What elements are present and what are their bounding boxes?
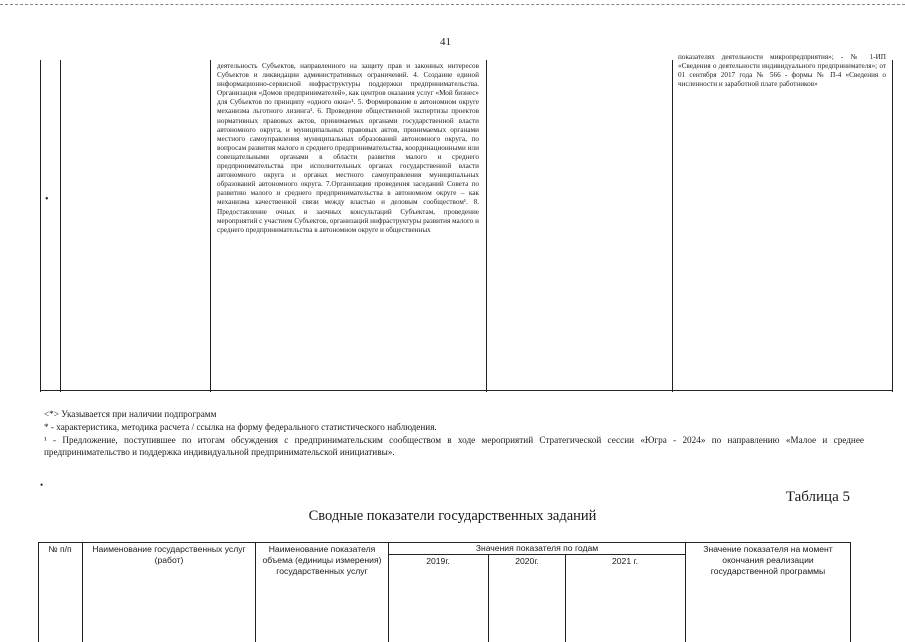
years-group-line bbox=[388, 554, 685, 555]
header-year-2019: 2019г. bbox=[426, 556, 450, 566]
table-divider bbox=[388, 542, 389, 642]
table-divider bbox=[672, 60, 673, 392]
table-divider bbox=[685, 542, 686, 642]
header-year-2020: 2020г. bbox=[515, 556, 539, 566]
table-divider bbox=[60, 60, 61, 392]
bullet-mark: • bbox=[45, 194, 49, 205]
table-border-left bbox=[38, 542, 39, 642]
table-title: Сводные показатели государственных заданий bbox=[308, 508, 597, 524]
table-bottom-border bbox=[40, 390, 892, 391]
table-divider bbox=[565, 554, 566, 642]
table-divider bbox=[486, 60, 487, 392]
table-border-right bbox=[892, 60, 893, 392]
footnote-subprograms: <*> Указывается при наличии подпрограмм bbox=[44, 409, 217, 419]
table-border-right bbox=[850, 542, 851, 642]
header-no: № п/п bbox=[48, 544, 72, 554]
measures-cell: деятельность Субъектов, направленного на защиту прав и законных интересов Субъектов и ликвидации административных ограничений. 4. Создание единой информационно-сервисной инфраструктуры поддержки предпринимательства. Организация «Домов предпринимателей», как центров оказания услуг «Мой бизнес» для Субъектов по принципу «одного окна»¹. 5. Формирование в автономном округе механизма льготного лизинга¹. 6. Проведение общественной экспертизы проектов нормативных правовых актов, принимаемых органами государственной власти автономного округа, и муниципальных правовых актов, принимаемых органами местного самоуправления муниципальных образований автономного округа, по вопросам развития малого и среднего предпринимательства, координационными или совещательными органами в области развития малого и среднего предпринимательства при исполнительных органах государственной власти автономного округа и органах местного самоуправления муниципальных образований автономного округа. 7.Организация проведения заседаний Совета по развитию малого и среднего предпринимательства в автономном округе – как механизма качественной связи между властью и деловым сообществом¹. 8. Предоставление очных и заочных консультаций Субъектам, проведение мероприятий с участием Субъектов, организаций инфраструктуры развития малого и среднего предпринимательства в автономном округе и общественных bbox=[217, 62, 479, 234]
table-divider bbox=[210, 60, 211, 392]
page-number: 41 bbox=[440, 36, 451, 48]
scan-edge-line bbox=[0, 4, 905, 5]
header-year-2021: 2021 г. bbox=[612, 556, 638, 566]
header-values-group: Значения показателя по годам bbox=[475, 543, 599, 553]
header-final-value: Значение показателя на момент окончания реализации государственной программы bbox=[703, 544, 833, 576]
table-label: Таблица 5 bbox=[785, 489, 850, 505]
continued-table bbox=[40, 53, 892, 392]
header-indicator: Наименование показателя объема (единицы измерения) государственных услуг bbox=[262, 544, 382, 576]
table-divider bbox=[255, 542, 256, 642]
statistics-forms-cell: показателях деятельности микропредприятия»; - № 1-ИП «Сведения о деятельности индивидуального предпринимателя»; от 01 сентября 2017 года № 566 - формы № П-4 «Сведения о численности и заработной плате работников» bbox=[678, 53, 886, 89]
footnote-proposal: ¹ - Предложение, поступившее по итогам обсуждения с предпринимательским сообществом в ходе мероприятий Стратегической сессии «Югра - 2024» по направлению «Малое и среднее предпринимательство и поддержка индивидуальной предпринимательской инициативы». bbox=[44, 435, 864, 457]
table-border-left bbox=[40, 60, 41, 392]
footnote-methodology: * - характеристика, методика расчета / ссылка на форму федерального статистического наблюдения. bbox=[44, 422, 437, 432]
table-divider bbox=[488, 554, 489, 642]
table-divider bbox=[82, 542, 83, 642]
stray-dot: • bbox=[40, 480, 44, 490]
state-tasks-table bbox=[38, 542, 850, 642]
header-service: Наименование государственных услуг (работ) bbox=[92, 544, 246, 565]
